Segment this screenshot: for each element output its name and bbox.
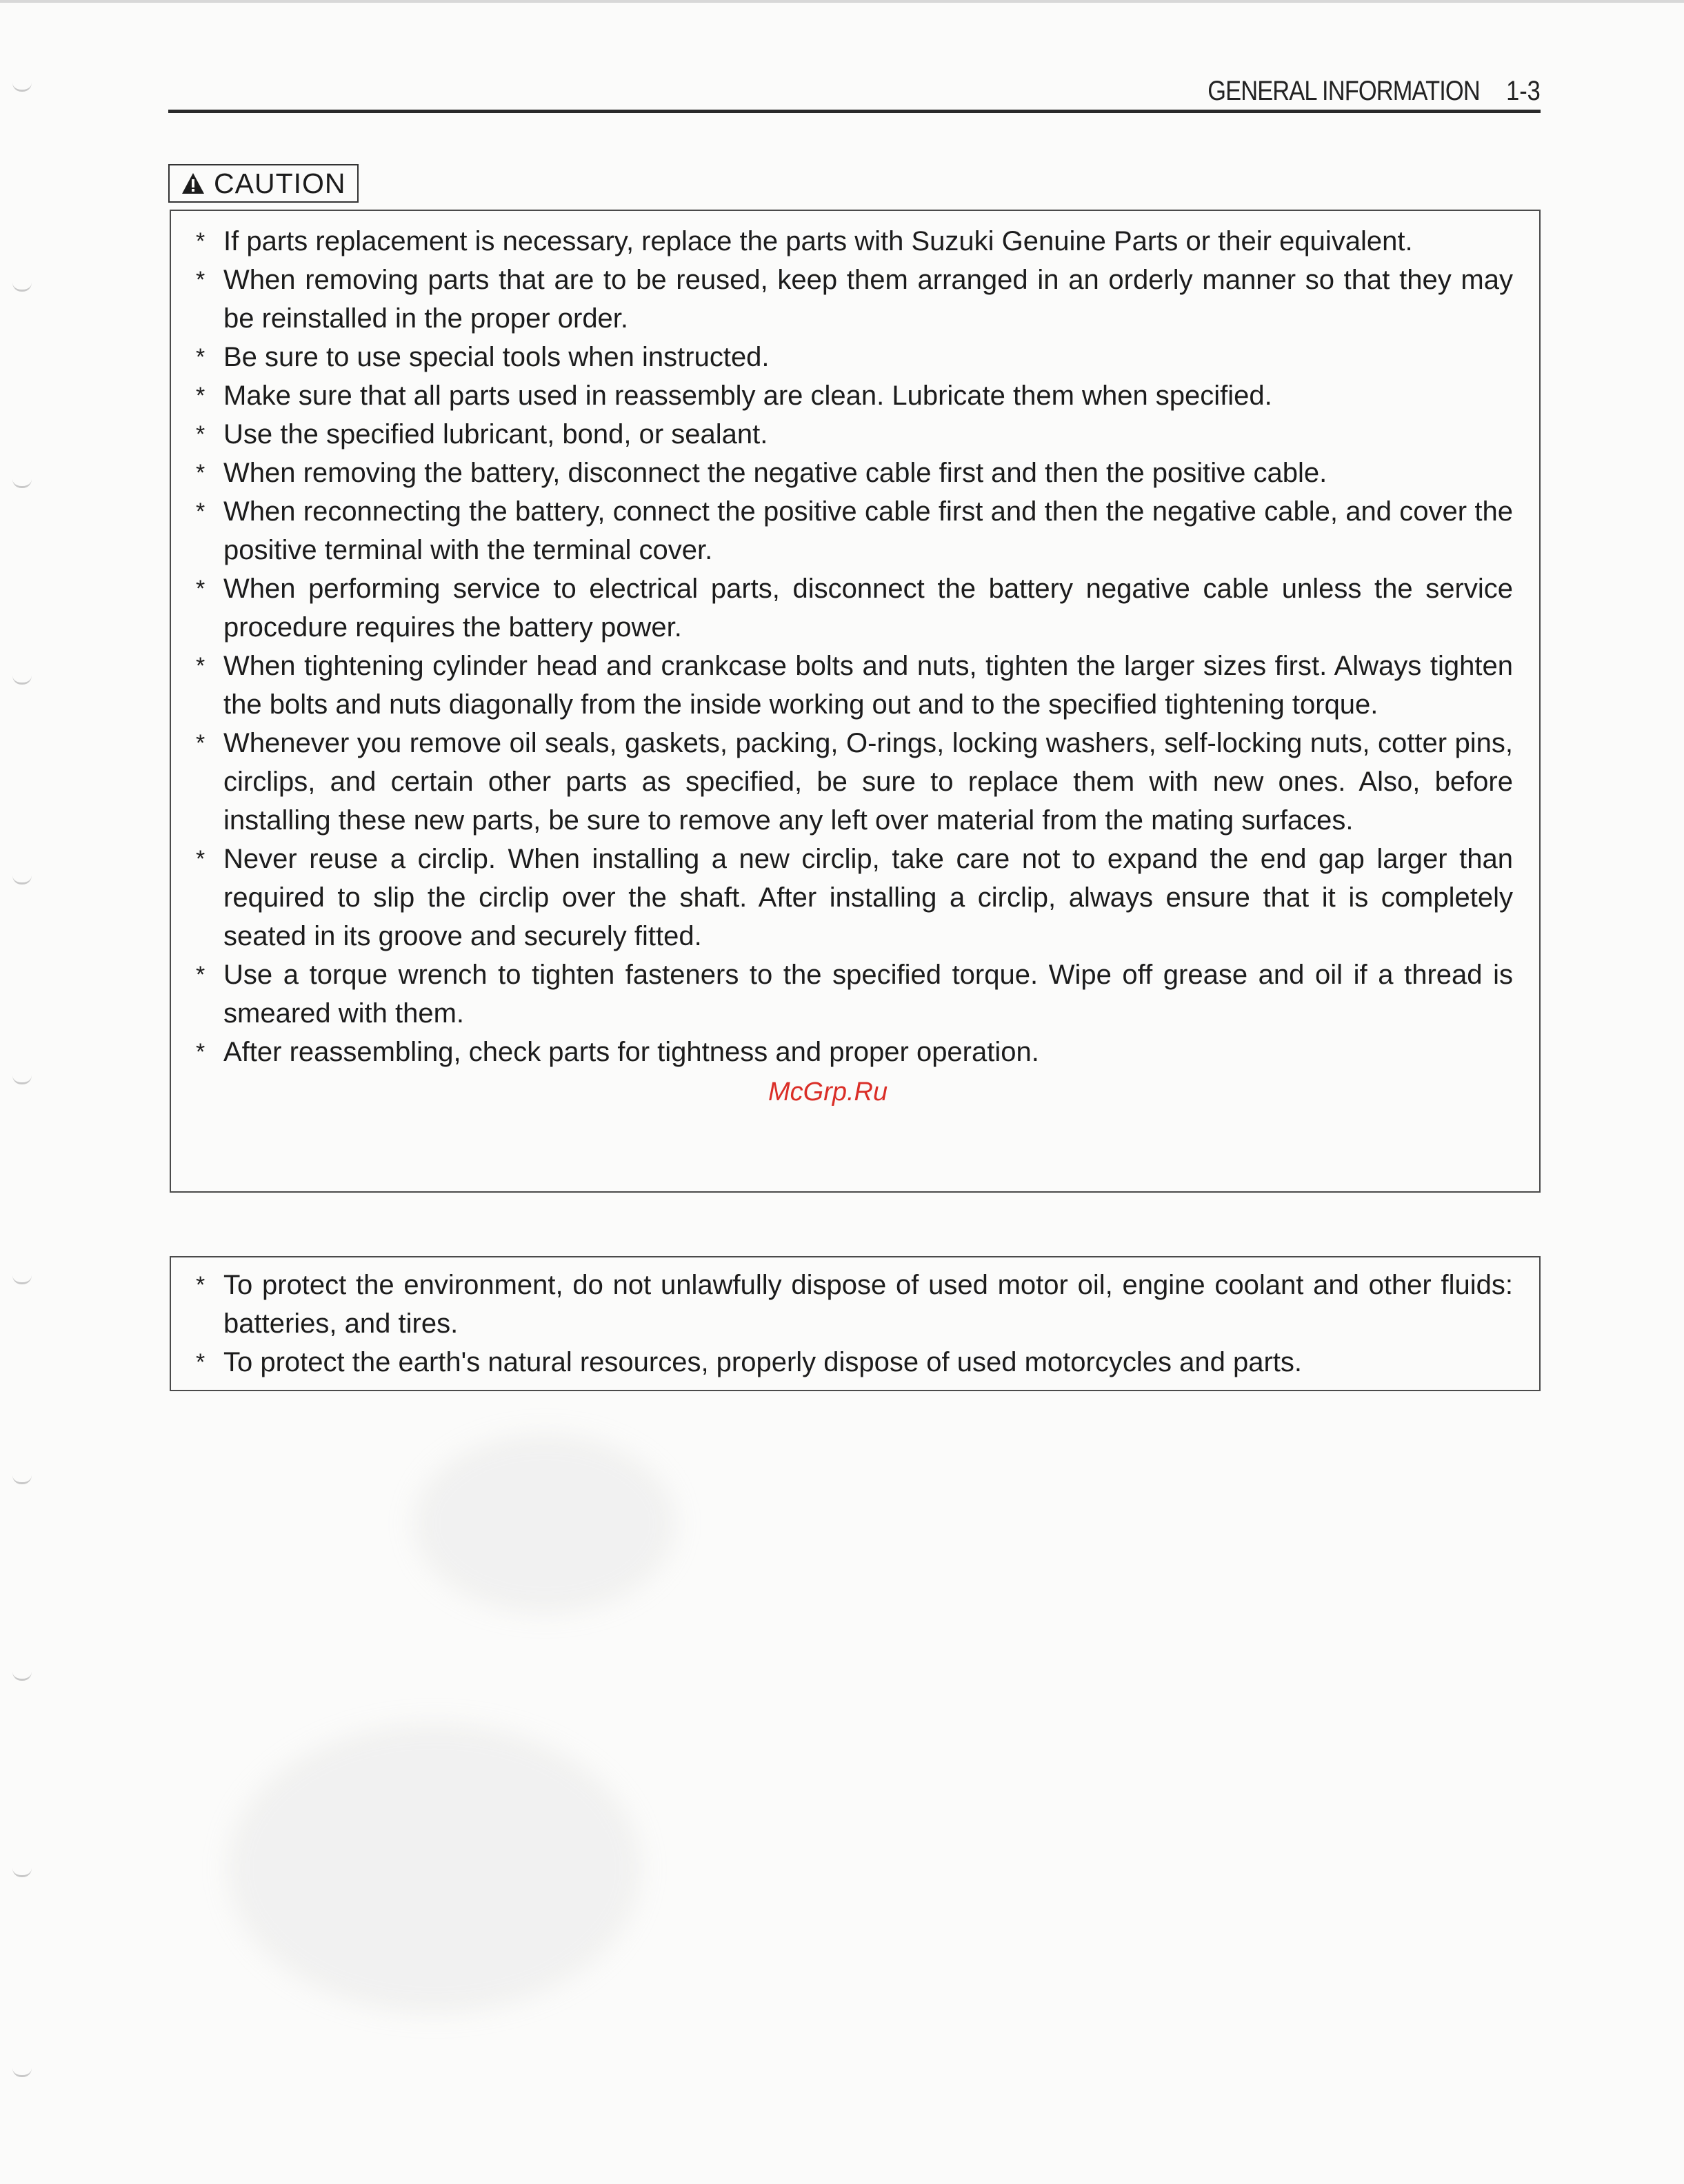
bullet-star: * (196, 962, 206, 988)
list-item (171, 454, 1539, 492)
bullet-star: * (196, 383, 206, 409)
scan-edge (0, 0, 1684, 3)
bullet-star: * (196, 1349, 206, 1375)
binder-mark (12, 283, 32, 292)
bullet-star: * (196, 653, 206, 679)
list-item (171, 1033, 1539, 1071)
environment-list (171, 1257, 1539, 1382)
list-item (171, 492, 1539, 569)
list-item (171, 338, 1539, 376)
list-item-text: Make sure that all parts used in reassembly are clean. Lubricate them when specified. (223, 381, 1272, 411)
binder-mark (12, 1475, 32, 1484)
binder-mark (12, 876, 32, 884)
caution-label (168, 164, 359, 203)
list-item-text: Whenever you remove oil seals, gaskets, packing, O-rings, locking washers, self-locking nuts, cotter pins, circlips, and certain other parts as specified, be sure to replace them with new ones. Also, before installing these new parts, be sure to remove any left over material from the mating surfaces. (223, 728, 1513, 836)
binder-mark (12, 479, 32, 488)
bullet-star: * (196, 460, 206, 486)
environment-box (170, 1256, 1541, 1391)
bullet-star: * (196, 498, 206, 525)
scan-smudge (414, 1434, 676, 1613)
list-item-text: After reassembling, check parts for tightness and proper operation. (223, 1037, 1039, 1067)
section-title: GENERAL INFORMATION (1207, 76, 1481, 106)
page-number: 1-3 (1506, 76, 1541, 106)
list-item (171, 647, 1539, 724)
watermark: McGrp.Ru (768, 1078, 888, 1106)
list-item-text: Never reuse a circlip. When installing a new circlip, take care not to expand the end gap larger than required to slip the circlip over the shaft. After installing a circlip, always ensure that it is completely seated in its groove and securely fitted. (223, 844, 1513, 951)
bullet-star: * (196, 421, 206, 447)
binder-mark (12, 1275, 32, 1284)
list-item (171, 724, 1539, 840)
list-item (171, 1266, 1539, 1343)
bullet-star: * (196, 1272, 206, 1298)
list-item (171, 569, 1539, 647)
caution-heading: CAUTION (214, 167, 346, 199)
bullet-star: * (196, 267, 206, 293)
binder-mark (12, 676, 32, 685)
list-item-text: Be sure to use special tools when instructed. (223, 342, 770, 372)
list-item-text: To protect the earth's natural resources, properly dispose of used motorcycles and parts. (223, 1347, 1302, 1377)
warning-triangle-icon (181, 172, 206, 195)
list-item (171, 376, 1539, 415)
list-item (171, 415, 1539, 454)
binder-mark (12, 83, 32, 92)
binder-hole-marks (12, 83, 40, 2116)
binder-mark (12, 1672, 32, 1681)
list-item-text: When removing parts that are to be reused, keep them arranged in an orderly manner so that they may be reinstalled in the proper order. (223, 265, 1513, 334)
bullet-star: * (196, 576, 206, 602)
caution-list (171, 211, 1539, 1071)
bullet-star: * (196, 730, 206, 756)
list-item-text: If parts replacement is necessary, replace the parts with Suzuki Genuine Parts or their equivalent. (223, 226, 1413, 256)
list-item-text: When reconnecting the battery, connect the positive cable first and then the negative cable, and cover the positive terminal with the terminal cover. (223, 496, 1513, 565)
bullet-star: * (196, 846, 206, 872)
binder-mark (12, 1075, 32, 1084)
binder-mark (12, 1868, 32, 1877)
caution-box (170, 210, 1541, 1193)
running-header (168, 69, 1541, 113)
list-item-text: When removing the battery, disconnect the negative cable first and then the positive cable. (223, 458, 1327, 488)
bullet-star: * (196, 344, 206, 370)
bullet-star: * (196, 1039, 206, 1065)
list-item (171, 840, 1539, 956)
list-item-text: When performing service to electrical parts, disconnect the battery negative cable unless the service procedure requires the battery power. (223, 574, 1513, 643)
list-item (171, 956, 1539, 1033)
list-item-text: When tightening cylinder head and crankcase bolts and nuts, tighten the larger sizes first. Always tighten the bolts and nuts diagonally from the inside working out and to the specified tightening torque. (223, 651, 1513, 720)
list-item (171, 261, 1539, 338)
scan-smudge (228, 1723, 641, 2013)
list-item (171, 1343, 1539, 1382)
binder-mark (12, 2068, 32, 2077)
list-item (171, 222, 1539, 261)
list-item-text: Use a torque wrench to tighten fasteners to the specified torque. Wipe off grease and oil if a thread is smeared with them. (223, 960, 1513, 1029)
bullet-star: * (196, 228, 206, 254)
list-item-text: Use the specified lubricant, bond, or sealant. (223, 419, 768, 449)
list-item-text: To protect the environment, do not unlawfully dispose of used motor oil, engine coolant and other fluids: batteries, and tires. (223, 1270, 1513, 1339)
